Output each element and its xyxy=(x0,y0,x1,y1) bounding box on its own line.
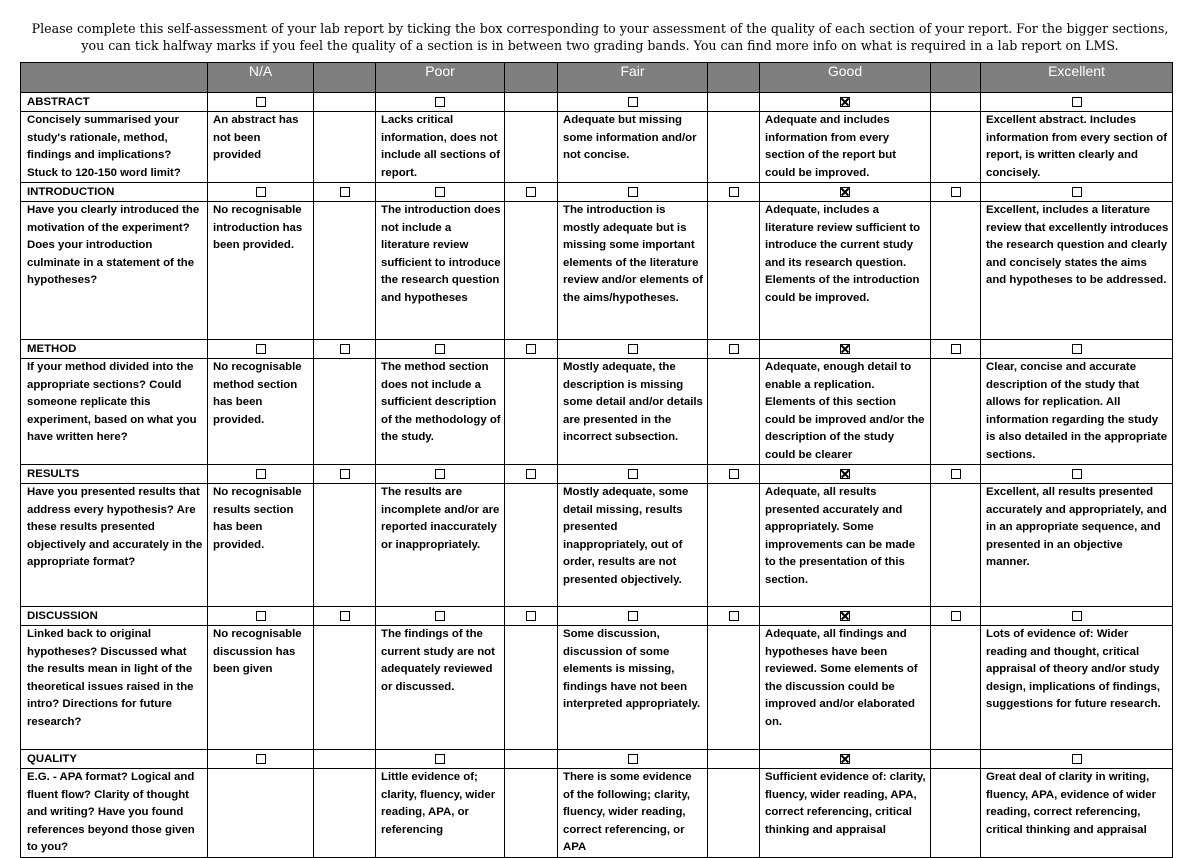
halfway-description xyxy=(931,359,981,465)
band-description-na: No recognisable introduction has been provided. xyxy=(208,202,314,340)
checked-checkbox-good[interactable] xyxy=(840,611,850,621)
column-header-poor: Poor xyxy=(376,63,505,93)
band-checkbox-cell xyxy=(558,607,708,626)
band-description-na: No recognisable results section has been provided. xyxy=(208,484,314,607)
band-checkbox-cell xyxy=(558,465,708,484)
checkbox-fair[interactable] xyxy=(628,344,638,354)
checkbox-fair[interactable] xyxy=(628,187,638,197)
section-question: If your method divided into the appropriate sections? Could someone replicate this experiment, based on what you have written here? xyxy=(21,359,208,465)
checked-checkbox-good[interactable] xyxy=(840,754,850,764)
halfway-header xyxy=(931,63,981,93)
band-checkbox-cell xyxy=(981,93,1173,112)
halfway-description xyxy=(505,484,558,607)
band-description-fair: Some discussion, discussion of some elements is missing, findings have not been interpreted appropriately. xyxy=(558,626,708,750)
band-checkbox-cell xyxy=(376,183,505,202)
halfway-header xyxy=(505,63,558,93)
checkbox-fair[interactable] xyxy=(628,97,638,107)
halfway-checkbox-cell xyxy=(505,750,558,769)
checkbox-fair[interactable] xyxy=(628,611,638,621)
band-description-excellent: Lots of evidence of: Wider reading and thought, critical appraisal of theory and/or study design, implications of findings, suggestions for future research. xyxy=(981,626,1173,750)
band-checkbox-cell xyxy=(558,183,708,202)
halfway-checkbox[interactable] xyxy=(526,611,536,621)
band-description-excellent: Excellent, all results presented accurately and appropriately, and in an appropriate sequence, and presented in an objective manner. xyxy=(981,484,1173,607)
halfway-checkbox-cell xyxy=(931,340,981,359)
criteria-row-discussion xyxy=(21,626,1173,750)
section-title-quality: QUALITY xyxy=(21,750,208,769)
band-checkbox-cell xyxy=(760,183,931,202)
halfway-checkbox-cell xyxy=(708,465,760,484)
band-description-poor: The results are incomplete and/or are reported inaccurately or inappropriately. xyxy=(376,484,505,607)
section-row-introduction xyxy=(21,183,1173,202)
section-question: Have you presented results that address every hypothesis? Are these results presented objectively and accurately in the appropriate format? xyxy=(21,484,208,607)
checkbox-excellent[interactable] xyxy=(1072,469,1082,479)
halfway-checkbox[interactable] xyxy=(526,187,536,197)
halfway-description xyxy=(314,359,376,465)
band-checkbox-cell xyxy=(981,465,1173,484)
checked-checkbox-good[interactable] xyxy=(840,344,850,354)
band-description-na xyxy=(208,769,314,858)
band-checkbox-cell xyxy=(558,340,708,359)
section-question: Linked back to original hypotheses? Discussed what the results mean in light of the theoretical issues raised in the intro? Directions for future research? xyxy=(21,626,208,750)
band-description-good: Adequate, enough detail to enable a replication. Elements of this section could be improved and/or the description of the study could be clearer xyxy=(760,359,931,465)
halfway-checkbox-cell xyxy=(505,93,558,112)
halfway-checkbox-cell xyxy=(708,750,760,769)
halfway-description xyxy=(931,202,981,340)
band-checkbox-cell xyxy=(981,340,1173,359)
halfway-checkbox[interactable] xyxy=(340,344,350,354)
section-row-results xyxy=(21,465,1173,484)
halfway-description xyxy=(708,202,760,340)
halfway-checkbox[interactable] xyxy=(951,469,961,479)
criteria-row-results xyxy=(21,484,1173,607)
section-title-method: METHOD xyxy=(21,340,208,359)
halfway-description xyxy=(708,626,760,750)
halfway-checkbox-cell xyxy=(314,340,376,359)
section-title-abstract: ABSTRACT xyxy=(21,93,208,112)
halfway-description xyxy=(505,769,558,858)
halfway-checkbox-cell xyxy=(314,607,376,626)
band-description-poor: The introduction does not include a literature review sufficient to introduce the research question and hypotheses xyxy=(376,202,505,340)
section-question: Have you clearly introduced the motivation of the experiment? Does your introduction culminate in a statement of the hypotheses? xyxy=(21,202,208,340)
self-assessment-table xyxy=(20,62,1173,858)
halfway-description xyxy=(314,769,376,858)
halfway-checkbox[interactable] xyxy=(526,344,536,354)
section-question: Concisely summarised your study's rationale, method, findings and implications? Stuck to 120-150 word limit? xyxy=(21,112,208,183)
criteria-row-introduction xyxy=(21,202,1173,340)
section-row-discussion xyxy=(21,607,1173,626)
halfway-checkbox-cell xyxy=(708,607,760,626)
band-description-good: Adequate, all results presented accurately and appropriately. Some improvements can be made to the presentation of this section. xyxy=(760,484,931,607)
section-row-quality xyxy=(21,750,1173,769)
checked-checkbox-good[interactable] xyxy=(840,97,850,107)
band-description-poor: The findings of the current study are not adequately reviewed or discussed. xyxy=(376,626,505,750)
band-checkbox-cell xyxy=(558,93,708,112)
band-description-fair: Adequate but missing some information and/or not concise. xyxy=(558,112,708,183)
halfway-checkbox-cell xyxy=(314,750,376,769)
halfway-description xyxy=(708,484,760,607)
halfway-checkbox-cell xyxy=(708,183,760,202)
halfway-description xyxy=(931,112,981,183)
column-header-fair: Fair xyxy=(558,63,708,93)
band-checkbox-cell xyxy=(208,183,314,202)
checkbox-na[interactable] xyxy=(256,611,266,621)
checkbox-na[interactable] xyxy=(256,97,266,107)
band-checkbox-cell xyxy=(981,750,1173,769)
band-description-good: Adequate and includes information from every section of the report but could be improved. xyxy=(760,112,931,183)
halfway-header xyxy=(708,63,760,93)
column-header-na: N/A xyxy=(208,63,314,93)
halfway-checkbox[interactable] xyxy=(951,611,961,621)
band-checkbox-cell xyxy=(376,750,505,769)
halfway-checkbox-cell xyxy=(931,750,981,769)
band-checkbox-cell xyxy=(208,340,314,359)
checkbox-poor[interactable] xyxy=(435,187,445,197)
halfway-description xyxy=(314,626,376,750)
halfway-description xyxy=(931,626,981,750)
halfway-checkbox[interactable] xyxy=(526,469,536,479)
checkbox-poor[interactable] xyxy=(435,344,445,354)
halfway-description xyxy=(505,359,558,465)
halfway-checkbox[interactable] xyxy=(729,611,739,621)
checkbox-poor[interactable] xyxy=(435,754,445,764)
section-title-introduction: INTRODUCTION xyxy=(21,183,208,202)
checkbox-fair[interactable] xyxy=(628,469,638,479)
halfway-description xyxy=(314,484,376,607)
band-description-good: Sufficient evidence of: clarity, fluency, wider reading, APA, correct referencing, critical thinking and appraisal xyxy=(760,769,931,858)
halfway-checkbox-cell xyxy=(505,607,558,626)
checkbox-excellent[interactable] xyxy=(1072,344,1082,354)
halfway-description xyxy=(314,112,376,183)
band-checkbox-cell xyxy=(376,340,505,359)
band-description-na: No recognisable discussion has been given xyxy=(208,626,314,750)
band-description-fair: Mostly adequate, the description is missing some detail and/or details are presented in the incorrect subsection. xyxy=(558,359,708,465)
halfway-checkbox[interactable] xyxy=(729,187,739,197)
section-title-discussion: DISCUSSION xyxy=(21,607,208,626)
band-description-poor: The method section does not include a sufficient description of the methodology of the study. xyxy=(376,359,505,465)
halfway-checkbox-cell xyxy=(314,183,376,202)
header-row xyxy=(21,63,1173,93)
checkbox-excellent[interactable] xyxy=(1072,754,1082,764)
band-checkbox-cell xyxy=(760,750,931,769)
section-title-results: RESULTS xyxy=(21,465,208,484)
checked-checkbox-good[interactable] xyxy=(840,187,850,197)
section-row-method xyxy=(21,340,1173,359)
halfway-description xyxy=(314,202,376,340)
band-checkbox-cell xyxy=(376,93,505,112)
halfway-description xyxy=(708,112,760,183)
column-header-good: Good xyxy=(760,63,931,93)
halfway-checkbox-cell xyxy=(931,607,981,626)
header-blank xyxy=(21,63,208,93)
halfway-description xyxy=(708,769,760,858)
band-checkbox-cell xyxy=(376,607,505,626)
band-checkbox-cell xyxy=(376,465,505,484)
band-checkbox-cell xyxy=(760,607,931,626)
checkbox-fair[interactable] xyxy=(628,754,638,764)
band-description-excellent: Clear, concise and accurate description of the study that allows for replication. All information regarding the study is also detailed in the appropriate sections. xyxy=(981,359,1173,465)
criteria-row-quality xyxy=(21,769,1173,858)
criteria-row-method xyxy=(21,359,1173,465)
band-checkbox-cell xyxy=(760,93,931,112)
criteria-row-abstract xyxy=(21,112,1173,183)
halfway-checkbox-cell xyxy=(931,183,981,202)
band-checkbox-cell xyxy=(208,607,314,626)
instructions-text: Please complete this self-assessment of your lab report by ticking the box corresponding to your assessment of the quality of each section of your report. For the bigger sections, you can tick halfway marks if you feel the quality of a section is in between two grading bands. You can find more info on what is required in a lab report on LMS. xyxy=(31,21,1169,53)
section-row-abstract xyxy=(21,93,1173,112)
halfway-description xyxy=(505,626,558,750)
checkbox-poor[interactable] xyxy=(435,611,445,621)
halfway-checkbox-cell xyxy=(931,93,981,112)
checkbox-na[interactable] xyxy=(256,187,266,197)
band-checkbox-cell xyxy=(208,465,314,484)
halfway-checkbox[interactable] xyxy=(340,469,350,479)
band-description-excellent: Great deal of clarity in writing, fluency, APA, evidence of wider reading, correct referencing, critical thinking and appraisal xyxy=(981,769,1173,858)
band-checkbox-cell xyxy=(760,340,931,359)
halfway-checkbox-cell xyxy=(505,183,558,202)
band-description-good: Adequate, includes a literature review sufficient to introduce the current study and its research question. Elements of the introduction could be improved. xyxy=(760,202,931,340)
halfway-checkbox-cell xyxy=(931,465,981,484)
band-description-excellent: Excellent, includes a literature review that excellently introduces the research question and clearly and concisely states the aims and hypotheses to be addressed. xyxy=(981,202,1173,340)
checkbox-poor[interactable] xyxy=(435,97,445,107)
band-checkbox-cell xyxy=(981,183,1173,202)
halfway-checkbox[interactable] xyxy=(951,187,961,197)
band-description-na: No recognisable method section has been provided. xyxy=(208,359,314,465)
band-description-na: An abstract has not been provided xyxy=(208,112,314,183)
band-checkbox-cell xyxy=(558,750,708,769)
band-description-fair: Mostly adequate, some detail missing, results presented inappropriately, out of order, results are not presented objectively. xyxy=(558,484,708,607)
band-description-poor: Lacks critical information, does not include all sections of report. xyxy=(376,112,505,183)
band-checkbox-cell xyxy=(760,465,931,484)
band-description-good: Adequate, all findings and hypotheses have been reviewed. Some elements of the discussion could be improved and/or elaborated on. xyxy=(760,626,931,750)
checked-checkbox-good[interactable] xyxy=(840,469,850,479)
halfway-checkbox-cell xyxy=(708,93,760,112)
halfway-checkbox[interactable] xyxy=(340,187,350,197)
band-checkbox-cell xyxy=(981,607,1173,626)
checkbox-na[interactable] xyxy=(256,344,266,354)
halfway-checkbox[interactable] xyxy=(951,344,961,354)
halfway-checkbox[interactable] xyxy=(340,611,350,621)
column-header-excellent: Excellent xyxy=(981,63,1173,93)
halfway-checkbox-cell xyxy=(314,93,376,112)
halfway-checkbox[interactable] xyxy=(729,344,739,354)
halfway-description xyxy=(505,202,558,340)
halfway-checkbox-cell xyxy=(708,340,760,359)
halfway-header xyxy=(314,63,376,93)
checkbox-excellent[interactable] xyxy=(1072,97,1082,107)
section-question: E.G. - APA format? Logical and fluent flow? Clarity of thought and writing? Have you found references beyond those given to you? xyxy=(21,769,208,858)
halfway-description xyxy=(708,359,760,465)
halfway-checkbox[interactable] xyxy=(729,469,739,479)
band-description-fair: The introduction is mostly adequate but is missing some important elements of the literature review and/or elements of the aims/hypotheses. xyxy=(558,202,708,340)
band-description-poor: Little evidence of; clarity, fluency, wider reading, APA, or referencing xyxy=(376,769,505,858)
halfway-checkbox-cell xyxy=(505,465,558,484)
band-checkbox-cell xyxy=(208,93,314,112)
checkbox-na[interactable] xyxy=(256,754,266,764)
halfway-description xyxy=(931,484,981,607)
band-description-excellent: Excellent abstract. Includes information from every section of report, is written clearly and concisely. xyxy=(981,112,1173,183)
band-checkbox-cell xyxy=(208,750,314,769)
checkbox-excellent[interactable] xyxy=(1072,187,1082,197)
halfway-description xyxy=(931,769,981,858)
halfway-checkbox-cell xyxy=(314,465,376,484)
halfway-description xyxy=(505,112,558,183)
checkbox-poor[interactable] xyxy=(435,469,445,479)
band-description-fair: There is some evidence of the following; clarity, fluency, wider reading, correct referencing, or APA xyxy=(558,769,708,858)
checkbox-na[interactable] xyxy=(256,469,266,479)
checkbox-excellent[interactable] xyxy=(1072,611,1082,621)
halfway-checkbox-cell xyxy=(505,340,558,359)
